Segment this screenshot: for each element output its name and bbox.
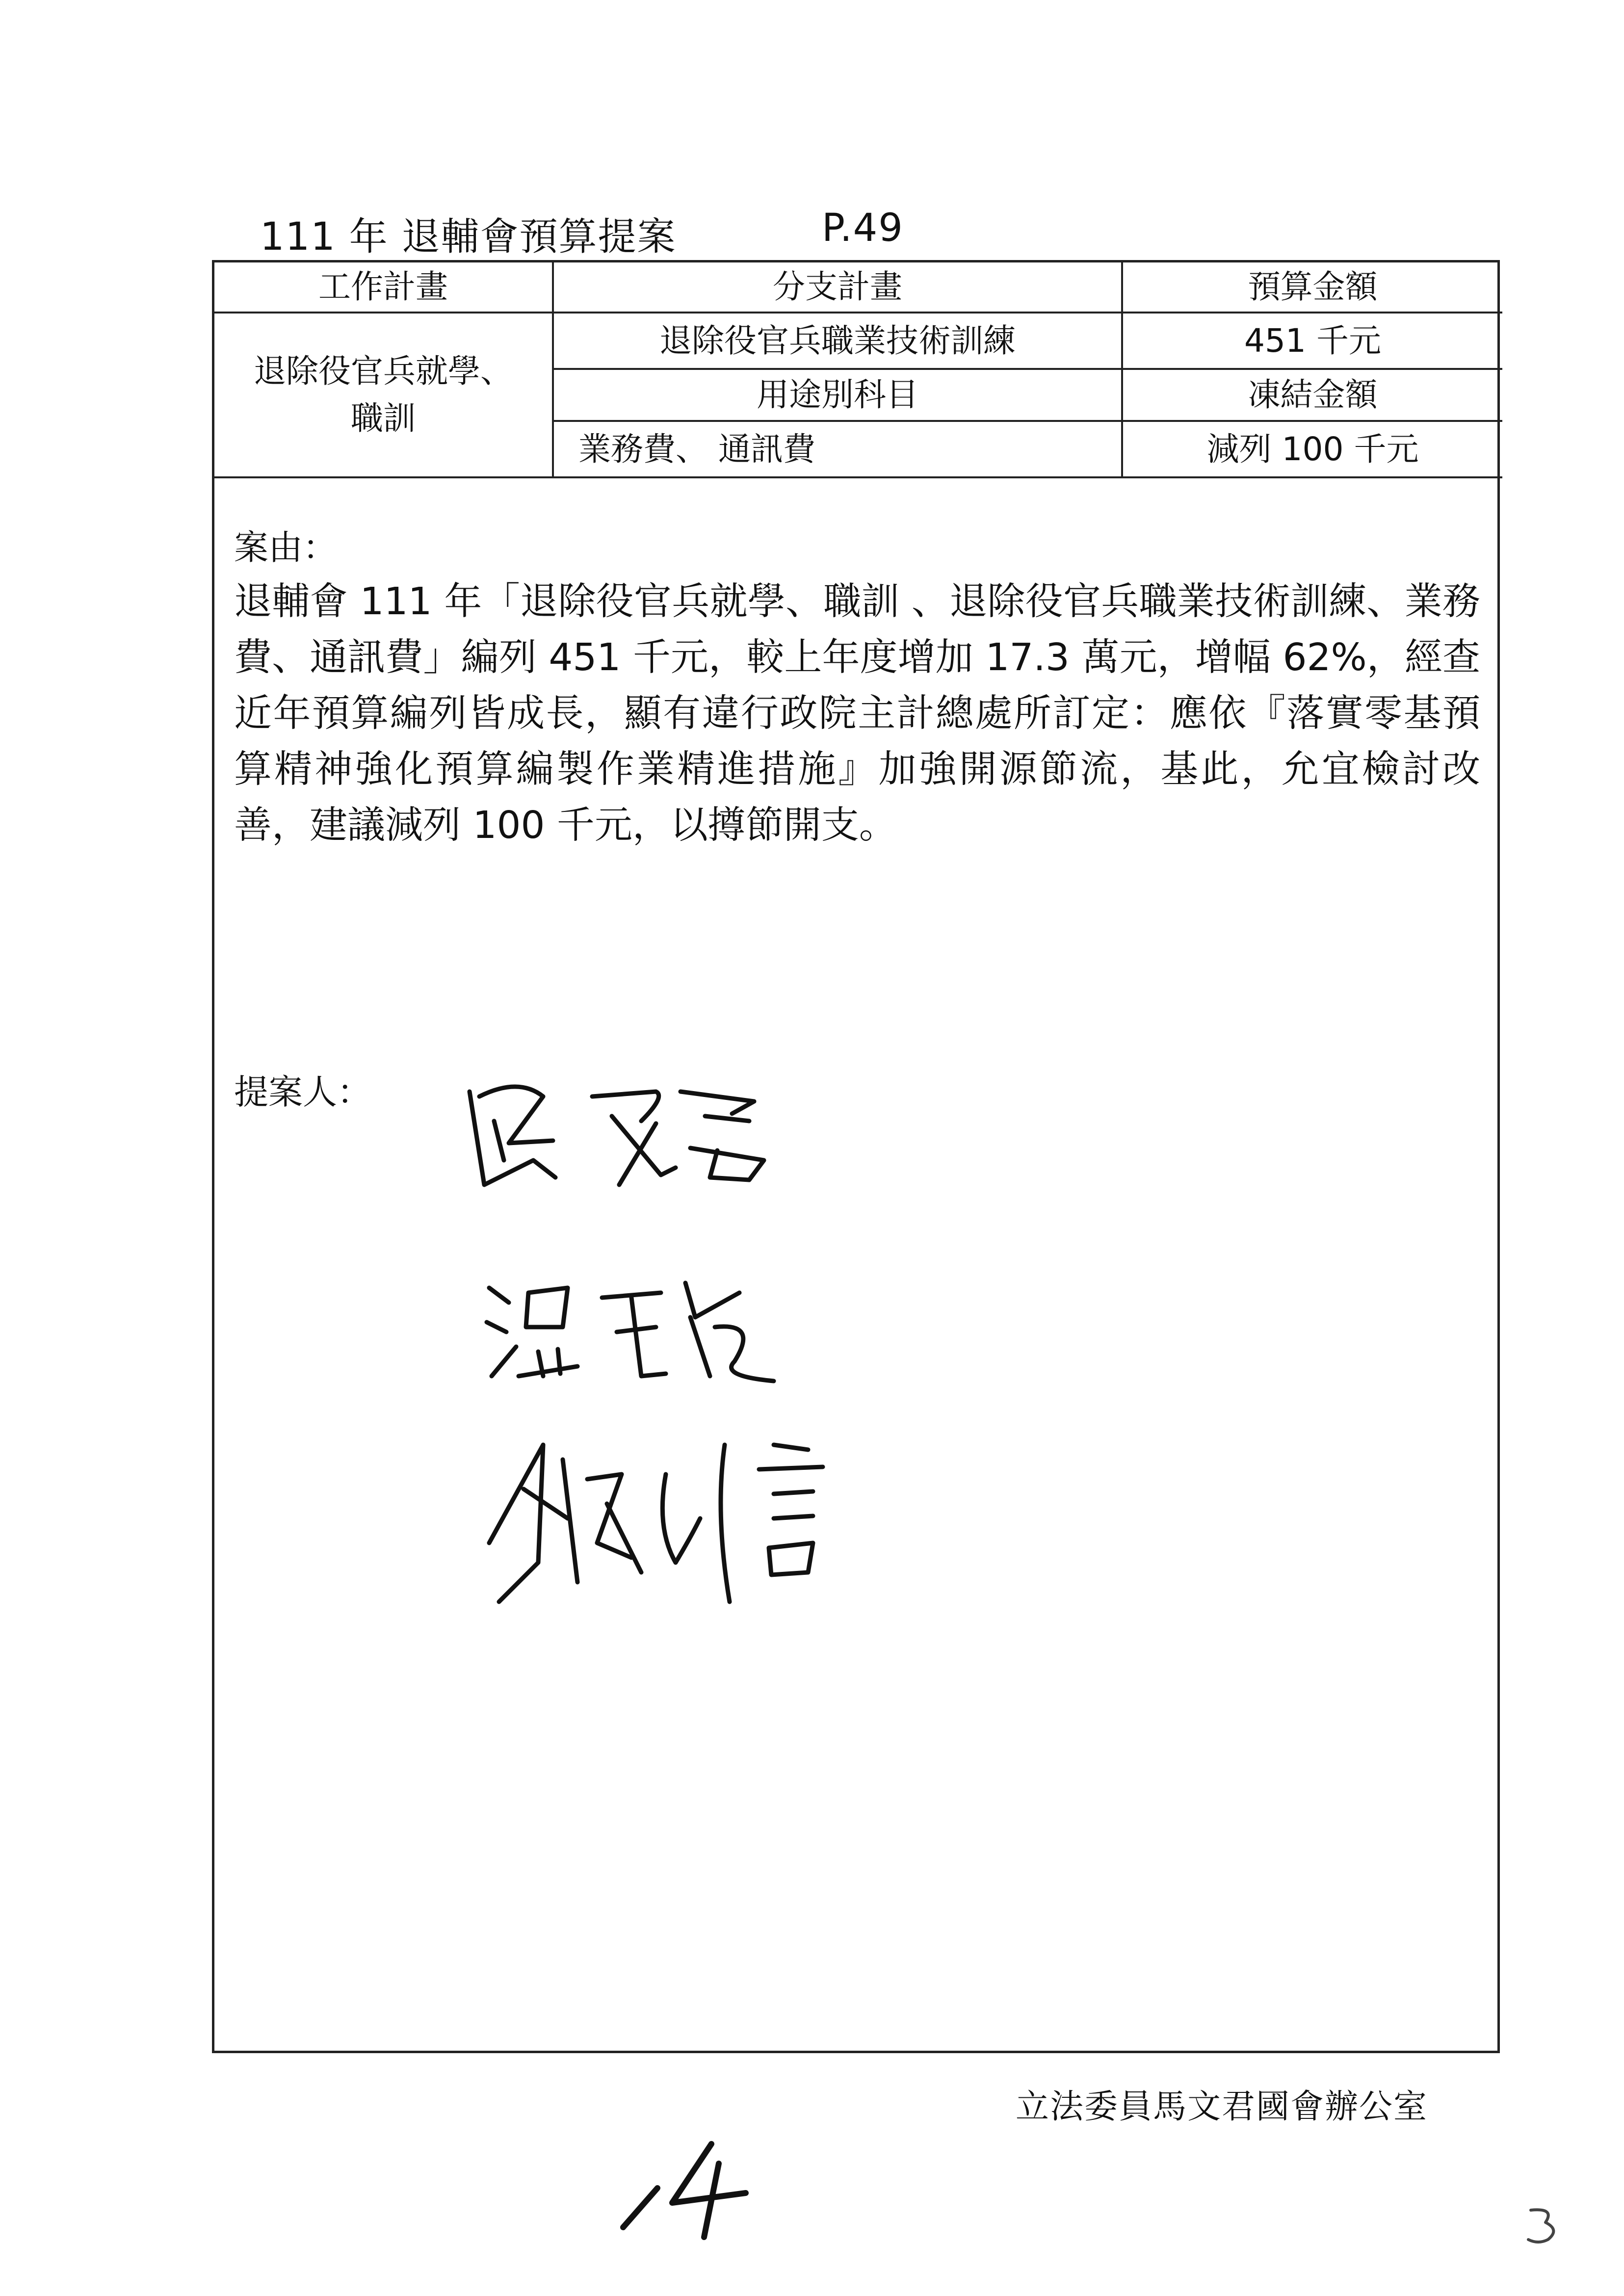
branch-plan-cell: 退除役官兵職業技術訓練 xyxy=(553,313,1122,369)
work-plan-value: 退除役官兵就學、職訓 xyxy=(254,352,513,438)
signature-ma-wen-chun xyxy=(450,1062,784,1219)
signature-wen-yu-hsia xyxy=(479,1253,784,1401)
col-header-work-plan: 工作計畫 xyxy=(214,262,553,313)
proposer-label: 提案人： xyxy=(234,1072,371,1112)
handwritten-corner-mark xyxy=(1521,2203,1565,2247)
budget-amount-cell: 451 千元 xyxy=(1122,313,1502,369)
proposal-box xyxy=(212,260,1500,2053)
office-name: 立法委員馬文君國會辦公室 xyxy=(1016,2087,1428,2126)
freeze-header-cell: 凍結金額 xyxy=(1122,369,1502,421)
document-header xyxy=(260,206,904,261)
table-row xyxy=(214,313,1502,369)
purpose-value-cell: 業務費、 通訊費 xyxy=(553,421,1122,477)
table-header-row xyxy=(214,262,1502,313)
handwritten-page-number xyxy=(613,2134,770,2247)
budget-table xyxy=(214,262,1502,478)
page-reference: P.49 xyxy=(822,206,904,250)
purpose-header-cell: 用途別科目 xyxy=(553,369,1122,421)
signature-chen-chiao-hua xyxy=(470,1415,901,1621)
reason-label: 案由： xyxy=(234,527,337,568)
work-plan-cell xyxy=(214,313,553,477)
freeze-value-cell: 減列 100 千元 xyxy=(1122,421,1502,477)
col-header-branch-plan: 分支計畫 xyxy=(553,262,1122,313)
reason-text: 退輔會 111 年「退除役官兵就學、職訓 、退除役官兵職業技術訓練、業務費、通訊費」編列 451 千元，較上年度增加 17.3 萬元，增幅 62%，經查近年預算編列皆成長，顯有違行政院主計總處所訂定：應依『落實零基預算精神強化預算編製作業精進措施』加強開源節流，基此，允宜檢討改善，建議減列 100 千元，以撙節開支。 xyxy=(234,580,1480,847)
col-header-budget-amount: 預算金額 xyxy=(1122,262,1502,313)
proposal-title: 111 年 退輔會預算提案 xyxy=(260,215,677,259)
